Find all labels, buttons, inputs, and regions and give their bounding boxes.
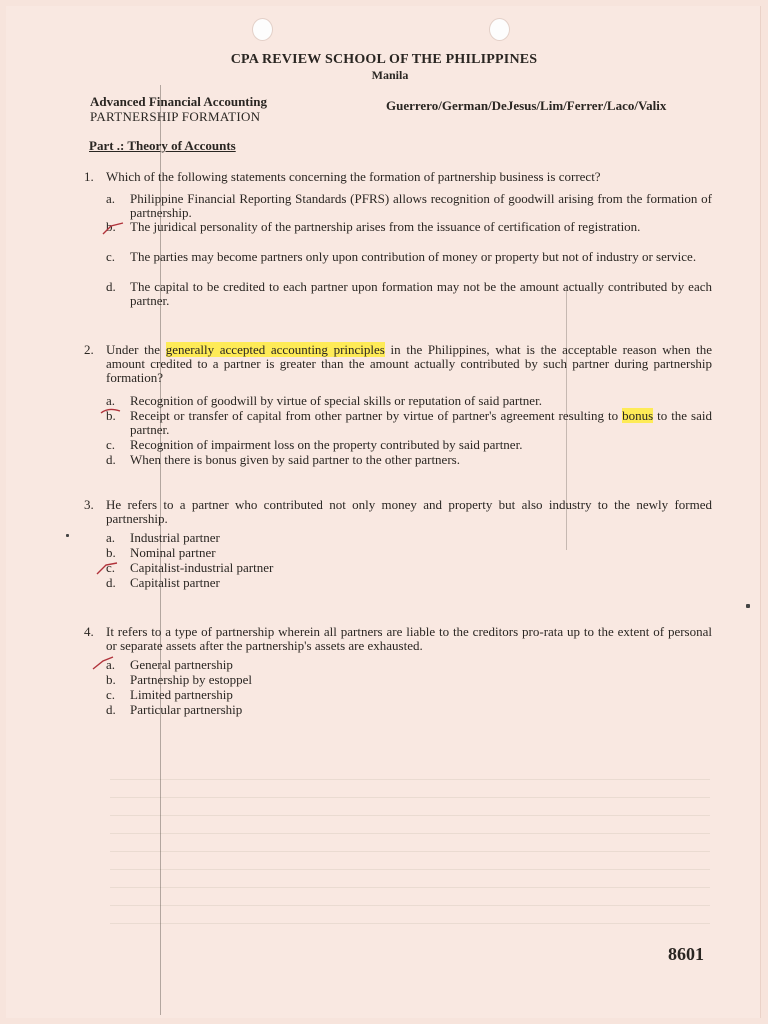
authors-line: Guerrero/German/DeJesus/Lim/Ferrer/Laco/Valix — [386, 98, 667, 113]
option-letter: c. — [106, 687, 116, 702]
topic-title: PARTNERSHIP FORMATION — [90, 109, 261, 124]
option-text: Recognition of goodwill by virtue of special skills or reputation of said partner. — [130, 393, 542, 408]
part-heading: Part .: Theory of Accounts — [89, 138, 236, 153]
option-letter: b. — [106, 672, 116, 687]
pen-check-mark — [96, 562, 118, 576]
option-letter: b. — [106, 408, 116, 423]
option-letter: b. — [106, 545, 116, 560]
option-text: Philippine Financial Reporting Standards (PFRS) allows recognition of goodwill arising from the formation of partnership. — [130, 191, 712, 220]
punch-hole — [252, 18, 273, 41]
pen-check-mark — [92, 656, 114, 670]
course-title: Advanced Financial Accounting — [90, 94, 267, 109]
question-text: It refers to a type of partnership wherein all partners are liable to the creditors pro-rata up to the extent of personal or separate assets after the partnership's assets are exhausted. — [106, 624, 712, 653]
option-text: Partnership by estoppel — [130, 672, 253, 687]
option-letter: c. — [106, 437, 116, 452]
highlighted-phrase: generally accepted accounting principles — [165, 342, 385, 357]
question-text: Which of the following statements concerning the formation of partnership business is correct? — [106, 169, 601, 184]
option-text: The capital to be credited to each partner upon formation may not be the amount actually contributed by each partner. — [130, 279, 712, 308]
question-text: Under the generally accepted accounting principles in the Philippines, what is the acceptable reason when the amount credited to a partner is greater than the amount actually contributed by such partner during partnership formation? — [106, 342, 712, 385]
option-letter: a. — [106, 530, 116, 545]
option-text: Limited partnership — [130, 687, 233, 702]
question-text: He refers to a partner who contributed not only money and property but also industry to the newly formed partnership. — [106, 497, 712, 526]
question-number: 1. — [84, 169, 94, 184]
scan-speck — [746, 604, 750, 608]
option-text: Industrial partner — [130, 530, 220, 545]
option-text: Capitalist partner — [130, 575, 220, 590]
question-number: 3. — [84, 497, 94, 512]
option-letter: a. — [106, 393, 116, 408]
scan-speck — [66, 534, 69, 537]
option-letter: d. — [106, 452, 116, 467]
pen-check-mark — [102, 219, 124, 236]
option-letter: d. — [106, 279, 116, 294]
pen-check-mark — [100, 405, 122, 419]
option-text: Receipt or transfer of capital from other partner by virtue of partner's agreement resulting to bonus to the said partner. — [130, 408, 712, 437]
school-name: CPA REVIEW SCHOOL OF THE PHILIPPINES — [230, 52, 538, 67]
school-city: Manila — [371, 68, 409, 82]
option-letter: c. — [106, 249, 116, 264]
option-letter: a. — [106, 657, 116, 672]
option-text: Recognition of impairment loss on the property contributed by said partner. — [130, 437, 523, 452]
option-text: Nominal partner — [130, 545, 216, 560]
page-number: 8601 — [668, 944, 704, 964]
option-letter: d. — [106, 575, 116, 590]
punch-hole — [489, 18, 510, 41]
option-letter: d. — [106, 702, 116, 717]
option-text: The juridical personality of the partnership arises from the issuance of certification of registration. — [130, 219, 641, 234]
option-letter: c. — [106, 560, 116, 575]
option-text: Capitalist-industrial partner — [130, 560, 274, 575]
option-text: The parties may become partners only upon contribution of money or property but not of industry or service. — [130, 249, 697, 264]
question-number: 2. — [84, 342, 94, 357]
option-text: General partnership — [130, 657, 233, 672]
highlighted-word: bonus — [622, 408, 654, 423]
option-text: Particular partnership — [130, 702, 243, 717]
option-letter: a. — [106, 191, 116, 206]
question-number: 4. — [84, 624, 94, 639]
option-text: When there is bonus given by said partner to the other partners. — [130, 452, 460, 467]
option-letter: b. — [106, 219, 116, 234]
show-through-text — [110, 770, 710, 940]
